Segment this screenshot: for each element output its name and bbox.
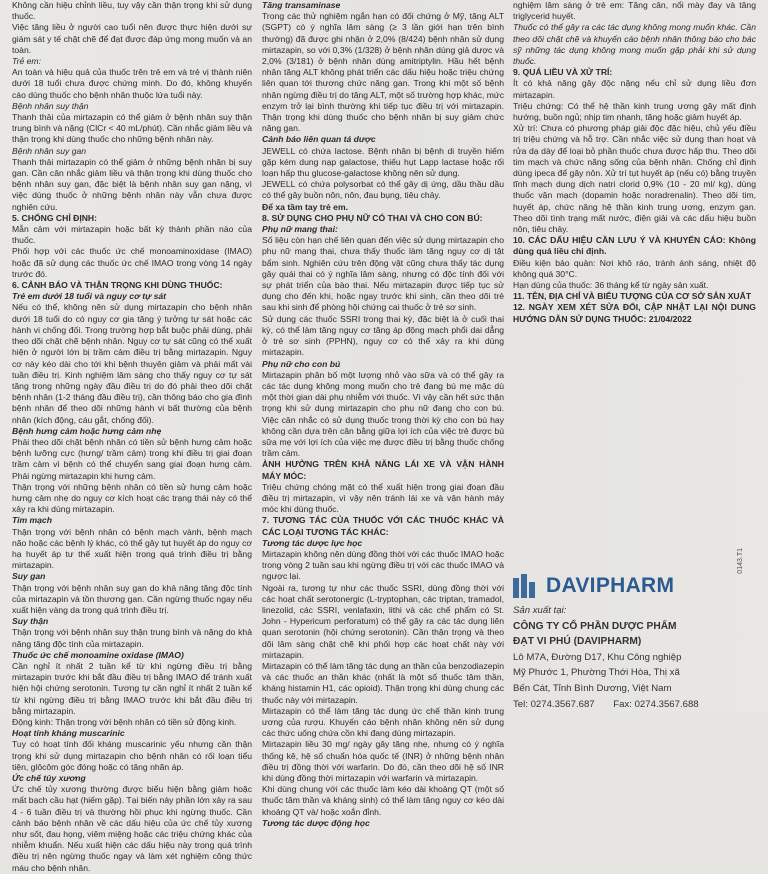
- manufacturer-label: Sản xuất tại:: [513, 605, 567, 616]
- paragraph: Sử dụng các thuốc SSRI trong thai kỳ, đặc biệt là ở cuối thai kỳ, có thể làm tăng nguy cơ tăng áp động mạch phổi dai dẳng ở trẻ sơ sinh (PPHN), nguy cơ có thể xảy ra khi dùng mirtazapin.: [262, 313, 504, 358]
- section-heading: Suy thận: [12, 616, 49, 627]
- logo-mark-icon: [513, 574, 541, 598]
- document-code: 0143.T1: [737, 548, 744, 574]
- manufacturer-block: [513, 603, 756, 712]
- section-heading: 7. TƯƠNG TÁC CỦA THUỐC VỚI CÁC THUỐC KHÁC VÀ CÁC LOẠI TƯƠNG TÁC KHÁC:: [262, 515, 504, 537]
- paragraph: Mirtazapin liều 30 mg/ ngày gây tăng nhẹ, nhưng có ý nghĩa thống kê, hệ số chuẩn hóa quốc tế (INR) ở những bệnh nhân điều trị đồng thời với warfarin. Do đó, cần theo dõi hệ số INR khi dùng đồng thời mirtazapin với warfarin và mirtazapin.: [262, 739, 504, 784]
- paragraph: JEWELL có chứa lactose. Bệnh nhân bị bệnh di truyền hiếm gặp kém dung nạp galactose, thiếu hụt Lapp lactase hoặc rối loạn hấp thu glucose-galactose không nên sử dụng.: [262, 145, 504, 179]
- paragraph: Thanh thải mirtazapin có thể giảm ở những bệnh nhân bị suy gan. Cần cân nhắc giảm liều và thận trọng khi dùng thuốc cho bệnh nhân suy gan, đặc biệt là bệnh nhân suy gan nặng, vì việc dùng thuốc ở những bệnh nhân này vẫn chưa được nghiên cứu.: [12, 156, 252, 212]
- paragraph: nghiệm lâm sàng ở trẻ em: Tăng cân, nổi mày đay và tăng triglycerid huyết.: [513, 0, 756, 22]
- paragraph: Ngoài ra, tương tự như các thuốc SSRI, dùng đồng thời với các hoạt chất serotonergic (L-tryptophan, các triptan, tramadol, linezolid, các SSRI, venlafaxin, lithi và các chế phẩm có St. John - Hypericum perforatum) có thể gây ra các tác dụng liên quan serotonin (hội chứng serotonin). Cần thận trọng và theo dõi lâm sàng chặt chẽ khi phối hợp các hoạt chất này với mirtazapin.: [262, 582, 504, 660]
- section-heading: 10. CÁC DẤU HIỆU CẦN LƯU Ý VÀ KHUYẾN CÁO: Không dùng quá liều chỉ định.: [513, 235, 756, 257]
- paragraph: Cần nghỉ ít nhất 2 tuần kể từ khi ngừng điều trị bằng mirtazapin trước khi bắt đầu điều trị bằng IMAO để tránh xuất hiện hội chứng serotonin. Tương tự cần nghỉ ít nhất 2 tuần kể từ khi ngừng điều trị bằng IMAO trước khi bắt đầu điều trị bằng mirtazapin.: [12, 660, 252, 716]
- paragraph: Thận trọng với những bệnh nhân có tiền sử hưng cảm hoặc hưng cảm nhẹ do nguy cơ kích hoạt các trạng thái này có thể xảy ra khi dùng mirtazapin.: [12, 481, 252, 515]
- paragraph: Thận trọng với bệnh nhân suy thận trung bình và nặng do khả năng tăng độc tính của mirtazapin.: [12, 627, 252, 649]
- paragraph: Ức chế tủy xương thường được biểu hiện bằng giảm hoặc mất bạch cầu hạt (hiếm gặp). Tại biến này phần lớn xảy ra sau 4 - 6 tuần điều trị và thường hồi phục khi ngừng thuốc. Cần cảnh báo bệnh nhân về các dấu hiệu của ức chế tủy xương như sốt, đau họng, viêm miệng hoặc các triệu chứng khác của nhiễm khuẩn. Nếu xuất hiện các dấu hiệu này trong quá trình điều trị nên ngừng thuốc ngay và làm xét nghiệm công thức máu cho bệnh nhân.: [12, 784, 252, 873]
- paragraph: Triệu chứng: Có thể hệ thần kinh trung ương gây mất định hướng, buồn ngủ; nhịp tim nhanh, tăng hoặc giảm huyết áp.: [513, 100, 756, 123]
- column-middle: [262, 0, 504, 828]
- manufacturer-address-line2: Mỹ Phước 1, Phường Thới Hòa, Thị xã: [513, 667, 680, 679]
- section-heading: 11. TÊN, ĐỊA CHỈ VÀ BIỂU TƯỢNG CỦA CƠ SỞ SẢN XUẤT: [513, 291, 752, 302]
- section-heading: Trẻ em dưới 18 tuổi và nguy cơ tự sát: [12, 291, 167, 302]
- paragraph: Phối hợp với các thuốc ức chế monoaminoxidase (IMAO) hoặc đã sử dụng các thuốc ức chế IMAO trong vòng 14 ngày trước đó.: [12, 246, 252, 279]
- section-heading: Thuốc ức chế monoamine oxidase (IMAO): [12, 649, 184, 660]
- manufacturer-address-line1: Lô M7A, Đường D17, Khu Công nghiệp: [513, 651, 682, 663]
- paragraph: Việc tăng liều ở người cao tuổi nên được thực hiện dưới sự giám sát y tế chặt chẽ để đạt được đáp ứng mong muốn và an toàn.: [12, 22, 252, 55]
- manufacturer-phone-fax: Tel: 0274.3567.687 Fax: 0274.3567.688: [513, 698, 699, 710]
- paragraph: Hạn dùng của thuốc: 36 tháng kể từ ngày sản xuất.: [513, 280, 709, 291]
- paragraph: Trẻ em:: [12, 56, 41, 67]
- paragraph: Thuốc có thể gây ra các tác dụng không mong muốn khác. Cần theo dõi chặt chẽ và khuyến cáo bệnh nhân thông báo cho bác sỹ những tác dụng không mong muốn gặp phải khi sử dụng thuốc.: [513, 22, 756, 67]
- section-heading: 8. SỬ DỤNG CHO PHỤ NỮ CÓ THAI VÀ CHO CON BÚ:: [262, 212, 483, 223]
- davipharm-logo: [513, 574, 674, 598]
- section-heading: Phụ nữ mang thai:: [262, 224, 338, 235]
- paragraph: Ít có khả năng gây độc nặng nếu chỉ sử dụng liều đơn mirtazapin.: [513, 78, 756, 100]
- paragraph: Thận trọng với bệnh nhân suy gan do khả năng tăng độc tính của mirtazapin và tồn thương gan. Cần ngừng thuốc ngay nếu xuất hiện vàng da trong quá trình điều trị.: [12, 582, 252, 615]
- paragraph: Phải theo dõi chặt bệnh nhân có tiền sử bệnh hưng cảm hoặc bệnh lưỡng cực (hưng/ trầm cảm) trong khi điều trị giai đoạn trầm cảm vì bệnh có thể chuyển sang giai đoạn hưng cảm. Phải ngừng mirtazapin khi hưng cảm.: [12, 436, 252, 481]
- section-heading: Tương tác dược động học: [262, 817, 370, 828]
- paragraph: Mirtazapin có thể làm tăng tác dụng an thần của benzodiazepin và các thuốc an thần khác (nhất là một số thuốc tâm thần, kháng histamin H1, các opioid). Thận trọng khi dùng chung các thuốc này với mirtazapin.: [262, 660, 504, 705]
- paragraph: An toàn và hiệu quả của thuốc trên trẻ em và trẻ vị thành niên dưới 18 tuổi chưa được chứng minh. Do đó, không khuyến cáo dùng thuốc cho bệnh nhân thuộc lứa tuổi này.: [12, 67, 252, 100]
- paragraph: Không cần hiệu chỉnh liều, tuy vậy cần thận trọng khi sử dụng thuốc.: [12, 0, 252, 22]
- manufacturer-address-line3: Bến Cát, Tỉnh Bình Dương, Việt Nam: [513, 682, 672, 694]
- manufacturer-name-line1: CÔNG TY CỔ PHẦN DƯỢC PHẨM: [513, 620, 677, 632]
- section-heading: ẢNH HƯỞNG TRÊN KHẢ NĂNG LÁI XE VÀ VẬN HÀNH MÁY MÓC:: [262, 459, 504, 481]
- paragraph: Mirtazapin có thể làm tăng tác dụng ức chế thần kinh trung ương của rượu. Khuyến cáo bệnh nhân không nên sử dụng các thức uống chứa cồn khi đang dùng mirtazapin.: [262, 705, 504, 739]
- paragraph: Mirtazapin không nên dùng đồng thời với các thuốc IMAO hoặc trong vòng 2 tuần sau khi ngừng điều trị với các thuốc IMAO và ngược lại.: [262, 548, 504, 582]
- section-heading: 5. CHỐNG CHỈ ĐỊNH:: [12, 212, 97, 223]
- column-left: [12, 0, 252, 873]
- manufacturer-name-line2: ĐẠT VI PHÚ (DAVIPHARM): [513, 636, 642, 648]
- paragraph: Mirtazapin phân bố một lượng nhỏ vào sữa và có thể gây ra các tác dụng không mong muốn cho trẻ đang bú mẹ mặc dù một thời gian dài phụ nhiễm với thuốc. Vì vậy cần hết sức thận trọng khi sử dụng mirtazapin cho phụ nữ đang cho con bú. Việc cân nhắc có sử dụng thuốc trong thời kỳ cho con bú hay không cần dựa trên cân bằng giữa lợi ích của việc trẻ được bú sữa mẹ với lợi ích của việc mẹ được điều trị bằng thuốc chống trầm cảm.: [262, 369, 504, 459]
- paragraph: Thận trọng với bệnh nhân có bệnh mạch vành, bệnh mạch não hoặc các bệnh lý khác, có thể gây tụt huyết áp do nguy cơ hạ huyết áp tư thế xuất hiện trong quá trình điều trị bằng mirtazapin.: [12, 526, 252, 571]
- section-heading: Tim mạch: [12, 515, 52, 526]
- paragraph: Mẫn cảm với mirtazapin hoặc bất kỳ thành phần nào của thuốc.: [12, 224, 252, 246]
- paragraph: JEWELL có chứa polysorbat có thể gây dị ứng, dầu thầu dầu có thể gây buồn nôn, nôn, đau bụng, tiêu chảy.: [262, 179, 504, 201]
- section-heading: 6. CẢNH BÁO VÀ THẬN TRỌNG KHI DÙNG THUỐC:: [12, 280, 223, 291]
- paragraph: Xử trí: Chưa có phương pháp giải độc đặc hiệu, chủ yếu điều trị triệu chứng và hỗ trợ. Cần nhắc việc sử dụng than hoạt và rửa dạ dày để loại bỏ phần thuốc chưa được hấp thu. Theo dõi tim mạch và chức năng sống của bệnh nhân. Chống chỉ định dùng ipeca để gây nôn. Xử trí tụt huyết áp (nếu có) bằng truyền tĩnh mạch dung dịch natri clorid 0,9% (10 - 20 ml/ kg), dùng thuốc vận mạch (dopamin hoặc noradrenalin). Theo dõi tim, huyết áp, chức năng hệ thần kinh trung ương, enzym gan. Theo dõi tình trạng mất nước, điện giải và các dấu hiệu buồn nôn, tiêu chảy.: [513, 123, 756, 235]
- paragraph: Trong các thử nghiệm ngắn hạn có đối chứng ở Mỹ, tăng ALT (SGPT) có ý nghĩa lâm sàng (≥ 3 lần giới hạn trên bình thường) đã được ghi nhận ở 2,0% (8/424) bệnh nhân sử dụng mirtazapin, so với 0,3% (1/328) ở bệnh nhân dùng giả dược và 2,0% (3/181) ở bệnh nhân dùng amitriptylin. Hầu hết bệnh nhân tăng ALT không phát triển các dấu hiệu hoặc triệu chứng liên quan tới thương chức năng gan. Trong khi một số bệnh nhân ngừng điều trị do tăng ALT, một số trường hợp khác, mức enzym trở lại bình thường khi tiếp tục điều trị với mirtazapin. Thận trọng khi dùng thuốc cho bệnh nhân bị suy giảm chức năng gan.: [262, 11, 504, 134]
- section-heading: 9. QUÁ LIỀU VÀ XỬ TRÍ:: [513, 67, 613, 78]
- section-heading: Tương tác dược lực học: [262, 537, 363, 548]
- paragraph: Khi dùng chung với các thuốc làm kéo dài khoảng QT (một số thuốc tâm thần và kháng sinh) có thể làm tăng nguy cơ kéo dài khoảng QT và/ hoặc xoắn đỉnh.: [262, 784, 504, 817]
- paragraph: Điều kiện bảo quản: Nơi khô ráo, tránh ánh sáng, nhiệt độ không quá 30°C.: [513, 257, 756, 279]
- section-heading: Bệnh hưng cảm hoặc hưng cảm nhẹ: [12, 425, 162, 436]
- paragraph: Nếu có thể, không nên sử dụng mirtazapin cho bệnh nhân dưới 18 tuổi do có nguy cơ gia tăng ý tưởng tự sát hoặc các hành vi chống đối. Trong trường hợp bắt buộc phải dùng, phải theo dõi chặt chẽ bệnh nhân. Nguy cơ tự sát cũng có thể xuất hiện ở người lớn bị trầm cảm điều trị bằng mirtazapin. Nguy cơ này kéo dài cho tới khi bệnh thuyên giảm và phải mất vài tuần điều trị. Kinh nghiệm lâm sàng cho thấy nguy cơ tự sát tăng trong những ngày đầu điều trị do đó phải theo dõi chặt bệnh nhân (1-2 tháng đầu điều trị), cần thông báo cho gia đình bệnh nhân để theo dõi những hành vi bất thường của bệnh nhân (kích động, cáu gắt, chống đối).: [12, 302, 252, 425]
- section-heading: 12. NGÀY XEM XÉT SỬA ĐỔI, CẬP NHẬT LẠI NỘI DUNG HƯỚNG DẪN SỬ DỤNG THUỐC: 21/04/2022: [513, 302, 756, 324]
- section-heading: Ức chế tủy xương: [12, 773, 86, 784]
- section-heading: Hoạt tính kháng muscarinic: [12, 728, 125, 739]
- section-heading: Phụ nữ cho con bú: [262, 358, 341, 369]
- section-heading: Để xa tầm tay trẻ em.: [262, 201, 348, 212]
- section-heading: Suy gan: [12, 571, 46, 582]
- paragraph: Tuy có hoạt tính đối kháng muscarinic yếu nhưng cần thận trọng khi sử dụng mirtazapin cho bệnh nhân có rối loạn tiểu tiện, glôcôm góc đóng hoặc có tăng nhãn áp.: [12, 739, 252, 772]
- brand-name: DAVIPHARM: [546, 574, 675, 597]
- paragraph: Triệu chứng chóng mặt có thể xuất hiện trong giai đoạn đầu điều trị mirtazapin, vì vậy nên tránh lái xe và vận hành máy móc khi dùng thuốc.: [262, 481, 504, 515]
- section-heading: Cảnh báo liên quan tá dược: [262, 134, 376, 145]
- paragraph: Bệnh nhân suy thận: [12, 100, 89, 111]
- paragraph: Bệnh nhân suy gan: [12, 145, 87, 156]
- paragraph: Thanh thải của mirtazapin có thể giảm ở bệnh nhân suy thận trung bình và nặng (ClCr < 40 mL/phút). Cần nhắc giảm liều và thận trọng khi dùng thuốc cho những bệnh nhân này.: [12, 112, 252, 145]
- section-heading: Tăng transaminase: [262, 0, 341, 10]
- paragraph: Số liệu còn hạn chế liên quan đến việc sử dụng mirtazapin cho phụ nữ mang thai, chưa thấy thuốc làm tăng nguy cơ dị tật bẩm sinh. Nghiên cứu trên động vật cũng chưa thấy tác dụng gây quái thai có ý nghĩa lâm sàng, nhưng có độc tính đối với sự phát triển của bào thai. Nếu mirtazapin được tiếp tục sử dụng cho đến khi, hoặc ngay trước khi sinh, cần theo dõi trẻ sau khi sinh để phòng hội chứng cai thuốc ở trẻ sơ sinh.: [262, 235, 504, 313]
- paragraph: Động kinh: Thận trọng với bệnh nhân có tiền sử động kinh.: [12, 717, 237, 727]
